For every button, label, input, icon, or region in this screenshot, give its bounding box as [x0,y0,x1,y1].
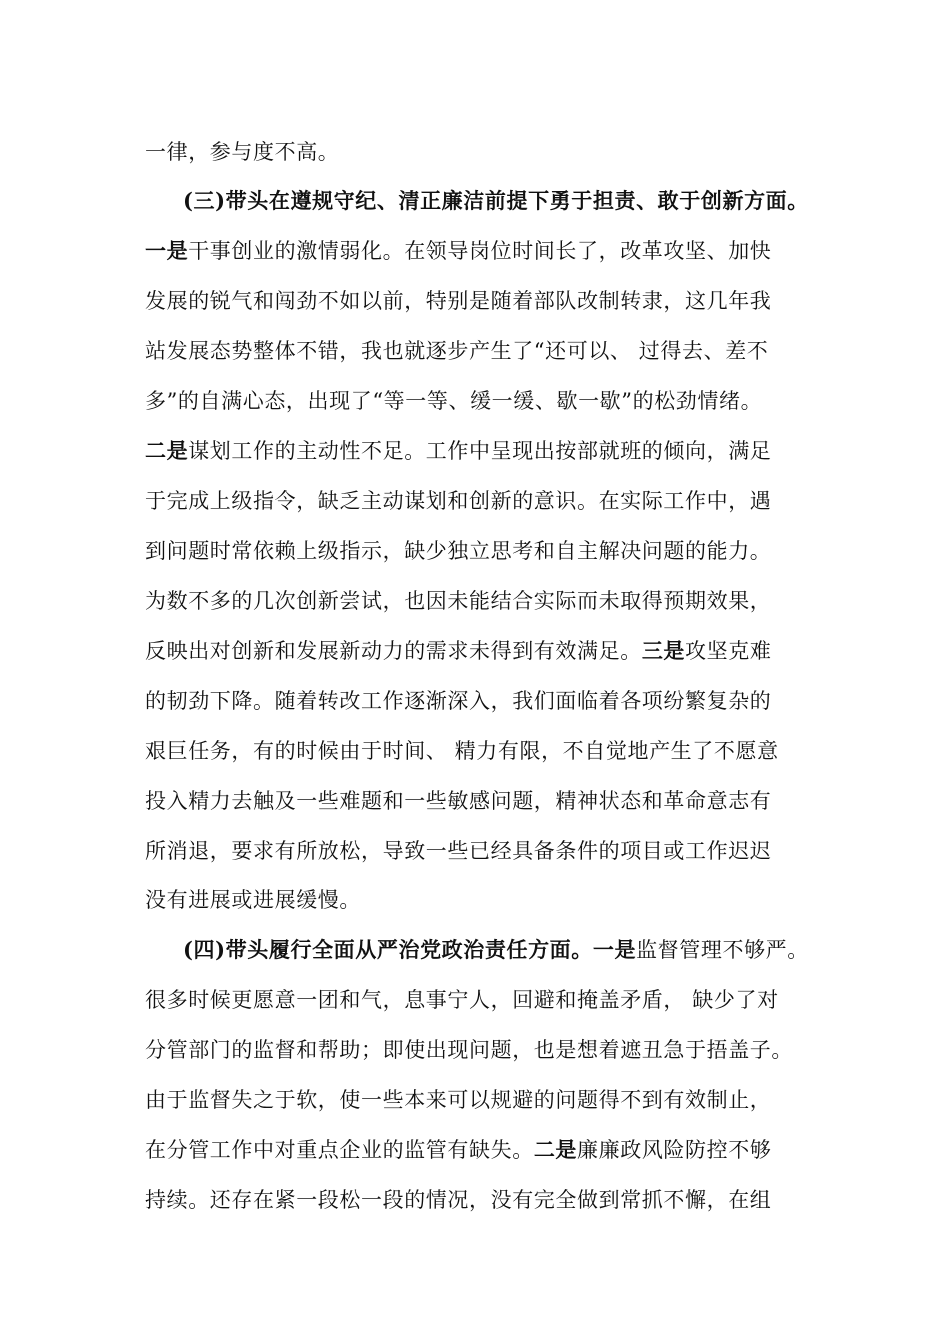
text-line [145,137,825,167]
text-segment: 到问题时常依赖上级指示，缺少独立思考和自主解决问题的能力。 [145,539,772,563]
text-segment: 的韧劲下降。随着转改工作逐渐深入，我们面临着各项纷繁复杂的 [145,689,772,713]
text-segment: 所消退，要求有所放松，导致一些已经具备条件的项目或工作迟迟 [145,839,772,863]
text-line [145,286,825,316]
text-segment: 分管部门的监督和帮助；即使出现问题，也是想着遮丑急于捂盖子。 [145,1038,793,1062]
text-line [145,586,825,616]
text-line [145,1035,825,1065]
text-segment-bold: (四)带头履行全面从严治党政治责任方面。一是 [183,937,637,962]
text-segment: 没有进展或进展缓慢。 [145,888,361,912]
text-segment-bold: 二是 [533,1137,578,1162]
text-line [145,1185,825,1215]
text-line [145,1085,825,1115]
text-segment-bold: 一是 [145,238,189,263]
text-segment: 一律，参与度不高。 [145,140,340,164]
section-heading-3 [183,186,863,216]
text-line [145,336,825,366]
text-line [145,786,825,816]
text-segment: 投入精力去触及一些难题和一些敏感问题，精神状态和革命意志有 [145,789,772,813]
text-line [145,985,825,1015]
text-segment: 持续。还存在紧一段松一段的情况，没有完全做到常抓不懈，在组 [145,1188,772,1212]
text-segment: 为数不多的几次创新尝试，也因未能结合实际而未取得预期效果， [145,589,772,613]
text-segment-bold: 三是 [641,638,686,663]
text-segment: 在分管工作中对重点企业的监管有缺失。 [145,1138,534,1162]
text-segment: 攻坚克难 [685,639,772,663]
text-line [145,686,825,716]
text-segment: 廉廉政风险防控不够 [577,1138,772,1162]
text-segment: 由于监督失之于软，使一些本来可以规避的问题得不到有效制止， [145,1088,772,1112]
text-line [145,536,825,566]
text-segment-bold: (三)带头在遵规守纪、清正廉洁前提下勇于担责、敢于创新方面。 [183,188,809,213]
text-line [145,885,825,915]
text-line [145,1135,825,1165]
text-segment: 发展的锐气和闯劲不如以前，特别是随着部队改制转隶，这几年我 [145,289,772,313]
text-segment: 多”的自满心态，出现了“等一等、缓一缓、歇一歇”的松劲情绪。 [145,389,763,413]
text-line [145,736,825,766]
text-segment: 站发展态势整体不错，我也就逐步产生了“还可以、 过得去、差不 [145,339,769,363]
text-segment-bold: 二是 [145,438,189,463]
text-line [145,236,825,266]
text-segment: 于完成上级指令，缺乏主动谋划和创新的意识。在实际工作中，遇 [145,489,772,513]
text-line [145,386,825,416]
text-segment: 谋划工作的主动性不足。工作中呈现出按部就班的倾向，满足 [188,439,772,463]
text-segment: 反映出对创新和发展新动力的需求未得到有效满足。 [145,639,642,663]
text-line [145,636,825,666]
text-line [145,836,825,866]
section-heading-4 [183,935,863,965]
text-segment: 很多时候更愿意一团和气，息事宁人，回避和掩盖矛盾， 缺少了对 [145,988,779,1012]
text-segment: 监督管理不够严。 [636,938,809,962]
text-segment: 艰巨任务，有的时候由于时间、 精力有限，不自觉地产生了不愿意 [145,739,779,763]
text-line [145,486,825,516]
text-segment: 干事创业的激情弱化。在领导岗位时间长了，改革攻坚、加快 [188,239,772,263]
text-line [145,436,825,466]
